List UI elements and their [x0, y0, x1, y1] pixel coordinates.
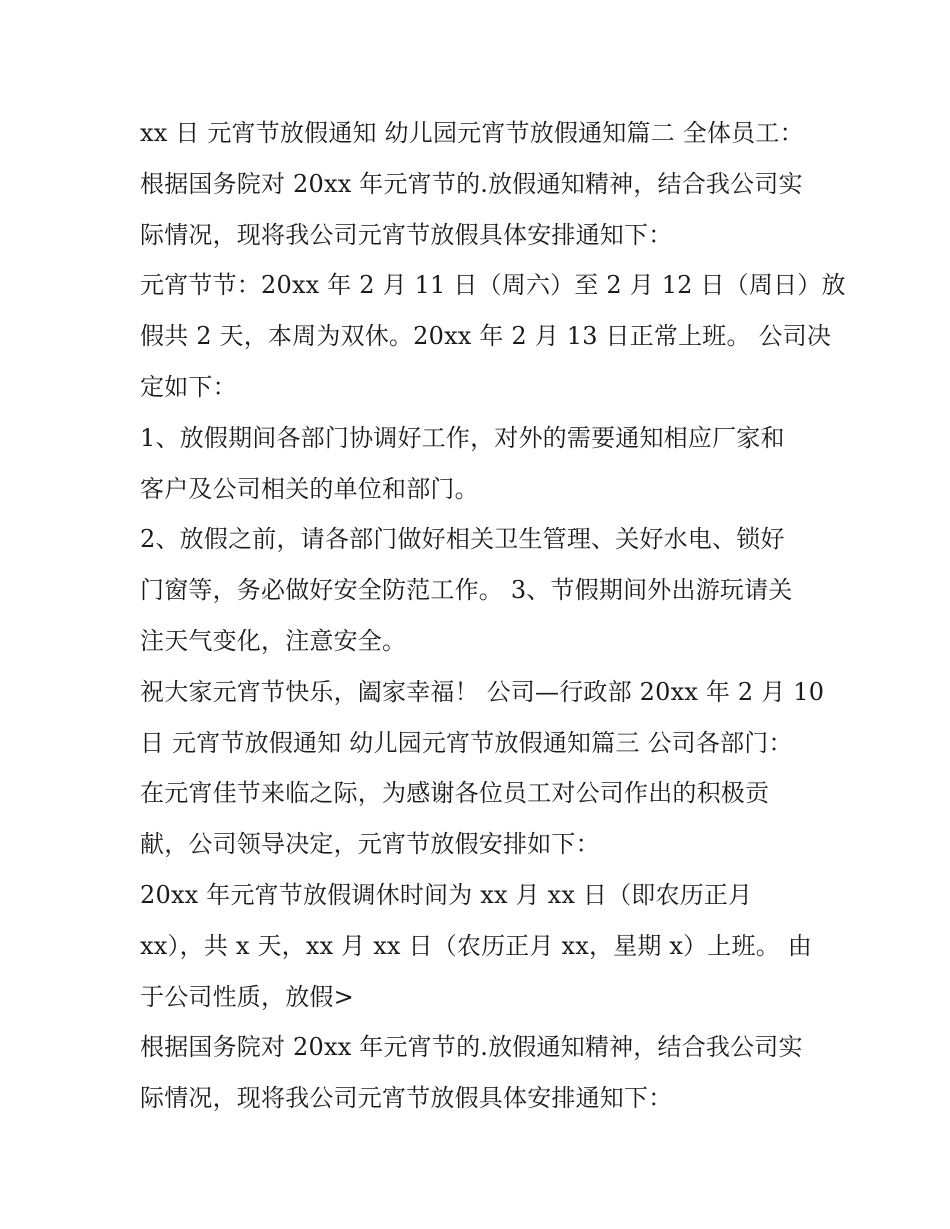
text-line: 2、放假之前，请各部门做好相关卫生管理、关好水电、锁好 — [140, 525, 785, 554]
text-line: 际情况，现将我公司元宵节放假具体安排通知下： — [140, 1084, 673, 1113]
text-line: 日 元宵节放假通知 幼儿园元宵节放假通知篇三 公司各部门： — [140, 728, 793, 757]
text-line: 元宵节节：20xx 年 2 月 11 日（周六）至 2 月 12 日（周日）放 — [140, 271, 846, 300]
document-body — [140, 108, 846, 1124]
text-line: 注天气变化，注意安全。 — [140, 626, 407, 655]
text-line: 根据国务院对 20xx 年元宵节的.放假通知精神，结合我公司实 — [140, 1033, 803, 1062]
text-line: 祝大家元宵节快乐，阖家幸福！ 公司—行政部 20xx 年 2 月 10 — [140, 677, 825, 706]
text-line: 假共 2 天，本周为双休。20xx 年 2 月 13 日正常上班。 公司决 — [140, 322, 832, 351]
text-line: 门窗等，务必做好安全防范工作。 3、节假期间外出游玩请关 — [140, 576, 793, 605]
text-line: 20xx 年元宵节放假调休时间为 xx 月 xx 日（即农历正月 — [140, 880, 753, 909]
text-line: xx），共 x 天，xx 月 xx 日（农历正月 xx，星期 x）上班。 由 — [140, 931, 812, 960]
text-line: 献，公司领导决定，元宵节放假安排如下： — [140, 830, 600, 859]
text-line: 定如下： — [140, 372, 237, 401]
text-line: 客户及公司相关的单位和部门。 — [140, 474, 479, 503]
text-line: 际情况，现将我公司元宵节放假具体安排通知下： — [140, 220, 673, 249]
text-line: 1、放假期间各部门协调好工作，对外的需要通知相应厂家和 — [140, 423, 785, 452]
text-line: 于公司性质，放假> — [140, 982, 354, 1011]
text-line: 根据国务院对 20xx 年元宵节的.放假通知精神，结合我公司实 — [140, 169, 803, 198]
text-line: xx 日 元宵节放假通知 幼儿园元宵节放假通知篇二 全体员工： — [140, 119, 804, 147]
text-line: 在元宵佳节来临之际，为感谢各位员工对公司作出的积极贡 — [140, 779, 770, 808]
